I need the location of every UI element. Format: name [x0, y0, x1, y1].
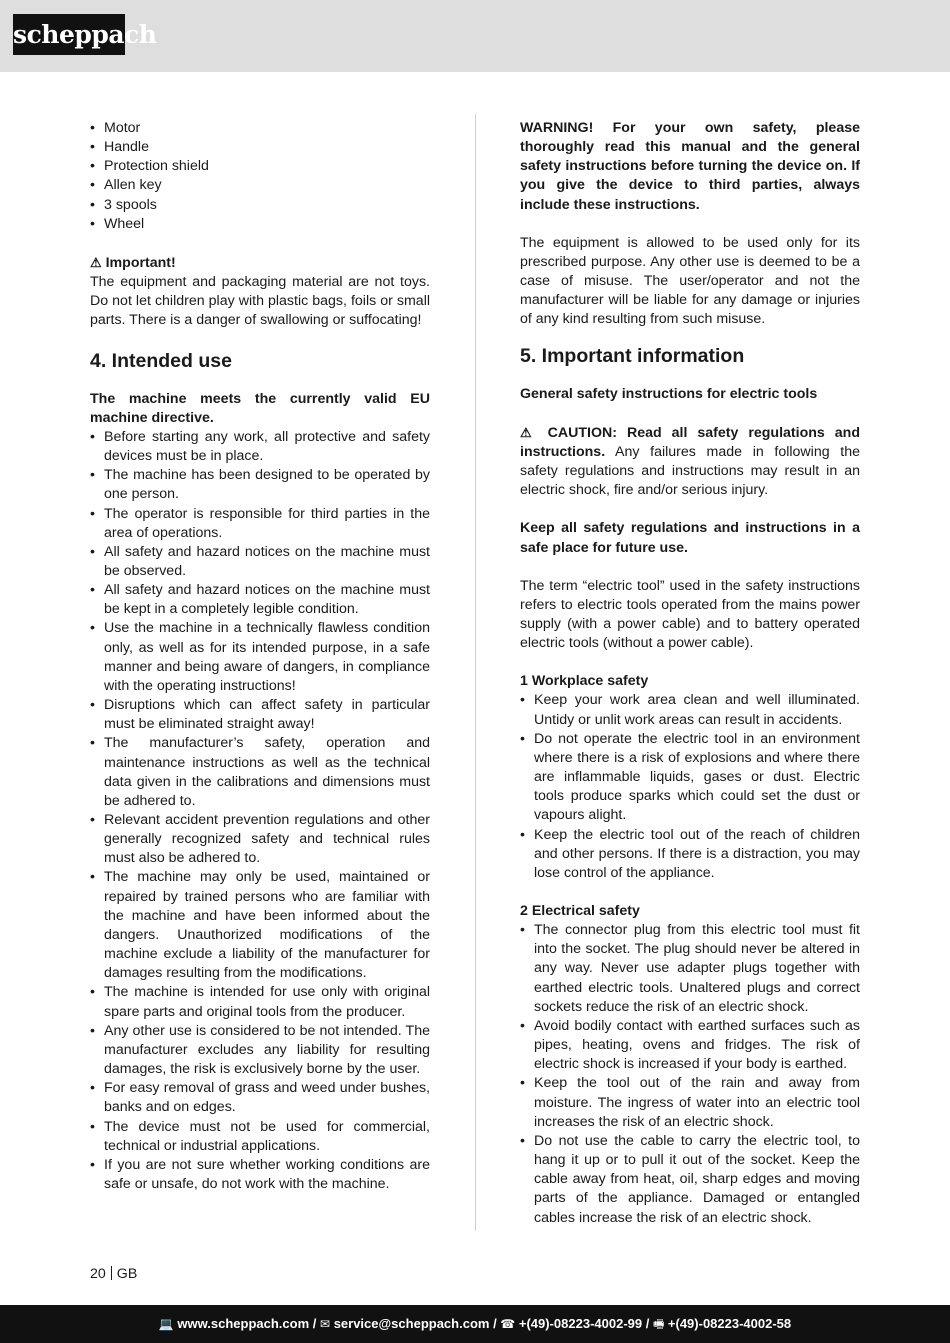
- list-item: • The machine has been designed to be operated by one person.: [90, 466, 430, 504]
- column-divider: [475, 114, 476, 1231]
- right-column: [520, 119, 860, 1228]
- contact-bar: [0, 1305, 950, 1343]
- list-item: • Keep the tool out of the rain and away from moisture. The ingress of water into an electric tool increases the risk of an electric shock.: [520, 1074, 860, 1131]
- list-item: • Avoid bodily contact with earthed surfaces such as pipes, heating, ovens and fridges. The risk of electric shock is increased if your body is earthed.: [520, 1017, 860, 1074]
- header-bar: [0, 0, 950, 72]
- keep-instructions-text: Keep all safety regulations and instructions in a safe place for future use.: [520, 520, 860, 556]
- warning-text: WARNING! For your own safety, please thoroughly read this manual and the general safety instructions before turning the device on. If you give the device to third parties, always include these instructions.: [520, 120, 860, 213]
- list-item: • Handle: [90, 138, 430, 157]
- fax-icon: 🖷: [652, 1317, 665, 1331]
- fax-number: +(49)-08223-4002-58: [667, 1316, 792, 1331]
- separator: /: [642, 1316, 653, 1331]
- list-item: • The device must not be used for commercial, technical or industrial applications.: [90, 1118, 430, 1156]
- page-number: 20: [90, 1266, 106, 1282]
- list-item: • Protection shield: [90, 157, 430, 176]
- intended-use-list: [90, 428, 430, 1194]
- phone-icon: ☎: [500, 1317, 516, 1331]
- list-item: • Disruptions which can affect safety in particular must be eliminated straight away!: [90, 696, 430, 734]
- general-safety-title: General safety instructions for electric tools: [520, 385, 818, 402]
- list-item: • Use the machine in a technically flawless condition only, as well as for its intended purpose, in a safe manner and being aware of dangers, in compliance with the operating instructions!: [90, 619, 430, 696]
- separator: /: [489, 1316, 501, 1331]
- list-item: • All safety and hazard notices on the machine must be observed.: [90, 543, 430, 581]
- important-text: The equipment and packaging material are not toys. Do not let children play with plastic bags, foils or small parts. There is a danger of swallowing or suffocating!: [90, 274, 430, 329]
- list-item: • For easy removal of grass and weed under bushes, banks and on edges.: [90, 1079, 430, 1117]
- list-item: • Before starting any work, all protective and safety devices must be in place.: [90, 428, 430, 466]
- list-item: • The connector plug from this electric tool must fit into the socket. The plug should never be altered in any way. Never use adapter plugs together with earthed electric tools. Unaltered plugs and correct sockets reduce the risk of an electric shock.: [520, 921, 860, 1017]
- left-column: [90, 119, 430, 1194]
- list-item: • Wheel: [90, 215, 430, 234]
- section-4-title: 4. Intended use: [90, 349, 232, 372]
- email-icon: ✉: [320, 1317, 331, 1331]
- scheppach-logo: scheppach: [13, 14, 125, 55]
- warning-triangle-icon: ⚠: [520, 424, 538, 440]
- delivery-items-list: [90, 119, 430, 234]
- list-item: • Motor: [90, 119, 430, 138]
- warning-triangle-icon: ⚠: [90, 254, 102, 270]
- list-item: • Relevant accident prevention regulations and other generally recognized safety and technical rules must also be adhered to.: [90, 811, 430, 868]
- list-item: • Do not operate the electric tool in an environment where there is a risk of explosions and where there are inflammable liquids, gases or dust. Electric tools produce sparks which could set the dust or vapours alight.: [520, 730, 860, 826]
- list-item: • If you are not sure whether working conditions are safe or unsafe, do not work with the machine.: [90, 1156, 430, 1194]
- electrical-safety-title: 2 Electrical safety: [520, 903, 640, 919]
- list-item: • Any other use is considered to be not intended. The manufacturer excludes any liability for resulting damages, the risk is exclusively borne by the user.: [90, 1022, 430, 1079]
- phone-number: +(49)-08223-4002-99: [518, 1316, 643, 1331]
- list-item: • All safety and hazard notices on the machine must be kept in a completely legible condition.: [90, 581, 430, 619]
- caution-bold-text: CAUTION: Read all safety regulations and instructions.: [520, 424, 860, 460]
- list-item: • The machine is intended for use only with original spare parts and original tools from the producer.: [90, 983, 430, 1021]
- email-link[interactable]: service@scheppach.com: [333, 1316, 490, 1331]
- website-link[interactable]: www.scheppach.com: [177, 1316, 310, 1331]
- section-5-title: 5. Important information: [520, 344, 745, 367]
- caution-text: Any failures made in following the safety regulations and instructions may result in an electric shock, fire and/or serious injury.: [520, 443, 860, 499]
- page-separator: [111, 1266, 112, 1280]
- list-item: • Keep the electric tool out of the reach of children and other persons. If there is a distraction, you may lose control of the appliance.: [520, 826, 860, 883]
- purpose-text: The equipment is allowed to be used only for its prescribed purpose. Any other use is deemed to be a case of misuse. The user/operator and not the manufacturer will be liable for any damage or injuries of any kind resulting from such misuse.: [520, 234, 860, 328]
- separator: /: [309, 1316, 320, 1331]
- computer-icon: 💻: [158, 1317, 174, 1331]
- term-definition-text: The term “electric tool” used in the safety instructions refers to electric tools operated from the mains power supply (with a power cable) and to battery operated electric tools (without a power cable).: [520, 577, 860, 652]
- electrical-safety-list: [520, 921, 860, 1228]
- list-item: • The manufacturer’s safety, operation and maintenance instructions as well as the technical data given in the calibrations and dimensions must be adhered to.: [90, 734, 430, 811]
- workplace-safety-list: [520, 691, 860, 883]
- workplace-safety-title: 1 Workplace safety: [520, 673, 649, 690]
- caution-paragraph: [520, 423, 860, 501]
- list-item: • Allen key: [90, 176, 430, 195]
- list-item: • Do not use the cable to carry the electric tool, to hang it up or to pull it out of the socket. Keep the cable away from heat, oil, sharp edges and moving parts of the appliance. Damaged or entangled cables increase the risk of an electric shock.: [520, 1132, 860, 1228]
- page-footer-number: [90, 1265, 137, 1283]
- important-heading: ⚠ Important!: [90, 254, 176, 271]
- list-item: • The operator is responsible for third parties in the area of operations.: [90, 505, 430, 543]
- list-item: • The machine may only be used, maintained or repaired by trained persons who are familiar with the machine and have been informed about the dangers. Unauthorized modifications of the machine exclude a liability of the manufacturer for damages resulting from the modifications.: [90, 868, 430, 983]
- language-code: GB: [116, 1266, 138, 1282]
- section-4-intro: The machine meets the currently valid EU machine directive.: [90, 390, 430, 426]
- list-item: • Keep your work area clean and well illuminated. Untidy or unlit work areas can result in accidents.: [520, 691, 860, 729]
- list-item: • 3 spools: [90, 196, 430, 215]
